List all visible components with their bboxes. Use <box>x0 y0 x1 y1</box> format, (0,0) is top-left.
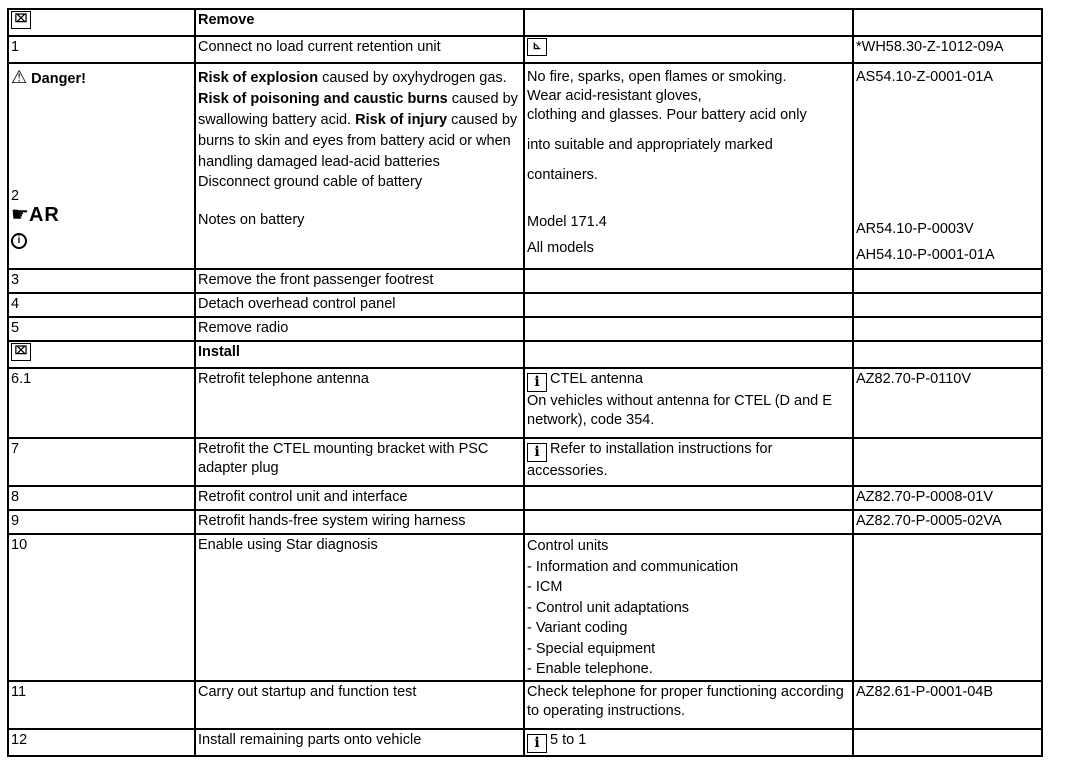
note-line: - Special equipment <box>527 640 656 657</box>
step-number: 7 <box>8 438 195 486</box>
procedure-table <box>7 8 1043 757</box>
hand-pointer-icon: ☛ <box>11 204 29 226</box>
reference-link[interactable]: AZ82.70-P-0008-01V <box>853 486 1042 510</box>
table-row <box>8 368 1042 438</box>
risk-title: Risk of injury <box>355 112 448 128</box>
risk-text: caused by burns to skin and eyes from battery acid or when handling damaged lead-acid batteries <box>198 112 518 170</box>
step-text: Remove radio <box>195 317 524 341</box>
reference-link[interactable]: AZ82.70-P-0005-02VA <box>853 510 1042 534</box>
table-row <box>8 486 1042 510</box>
table-row <box>8 269 1042 293</box>
step-text: Retrofit hands-free system wiring harness <box>195 510 524 534</box>
step-number: 12 <box>8 729 195 756</box>
step-text: Carry out startup and function test <box>195 681 524 729</box>
info-icon: i <box>527 443 547 462</box>
table-row <box>8 293 1042 317</box>
step-number: 1 <box>8 36 195 63</box>
table-row <box>8 317 1042 341</box>
notes-text: Notes on battery <box>198 212 305 228</box>
risk-title: Risk of poisoning and caustic burns <box>198 91 448 107</box>
note-line: - ICM <box>527 579 563 595</box>
step-text: Enable using Star diagnosis <box>195 534 524 681</box>
note-line: - Control unit adaptations <box>527 599 690 616</box>
note-line: containers. <box>527 167 598 183</box>
info-text: On vehicles without antenna for CTEL (D and E network), code 354. <box>527 393 832 428</box>
risk-text: caused by oxyhydrogen gas. <box>322 70 507 86</box>
note-line: - Variant coding <box>527 620 628 636</box>
note-line: into suitable and appropriately marked <box>527 137 773 153</box>
reference-link[interactable]: *WH58.30-Z-1012-09A <box>853 36 1042 63</box>
reference-link[interactable]: AS54.10-Z-0001-01A <box>856 69 994 85</box>
reference-link[interactable]: AH54.10-P-0001-01A <box>856 247 995 263</box>
table-row <box>8 729 1042 756</box>
table-row <box>8 341 1042 368</box>
reference-link[interactable]: AZ82.70-P-0110V <box>853 368 1042 438</box>
step-number: 5 <box>8 317 195 341</box>
risk-text: caused by swallowing battery acid. <box>198 91 518 128</box>
step-text: Retrofit the CTEL mounting bracket with PSC adapter plug <box>195 438 524 486</box>
note-line: - Enable telephone. <box>527 661 653 677</box>
info-text: Refer to installation instructions for accessories. <box>527 441 773 479</box>
reference-link[interactable]: AZ82.61-P-0001-04B <box>853 681 1042 729</box>
info-text: 5 to 1 <box>550 731 587 748</box>
step-number: 4 <box>8 293 195 317</box>
danger-label: Danger! <box>31 71 86 87</box>
table-row <box>8 438 1042 486</box>
step-number: 9 <box>8 510 195 534</box>
step-text: Install remaining parts onto vehicle <box>195 729 524 756</box>
step-text: Connect no load current retention unit <box>195 36 524 63</box>
notes-icon: i <box>11 233 27 249</box>
note-line: Control units <box>527 538 609 554</box>
table-row <box>8 9 1042 36</box>
info-text: CTEL antenna <box>550 371 643 387</box>
section-title: Remove <box>195 9 524 36</box>
table-row <box>8 534 1042 681</box>
risk-title: Risk of explosion <box>198 70 319 86</box>
table-row <box>8 36 1042 63</box>
step-number: 10 <box>8 534 195 681</box>
reference-link[interactable]: AR54.10-P-0003V <box>856 221 974 237</box>
install-icon: ⌧ <box>11 343 31 361</box>
section-title: Install <box>195 341 524 368</box>
step-number: 3 <box>8 269 195 293</box>
note-line: Check telephone for proper functioning according to operating instructions. <box>524 681 853 729</box>
step-text: Retrofit telephone antenna <box>195 368 524 438</box>
note-line: clothing and glasses. Pour battery acid only <box>527 107 807 123</box>
info-icon: i <box>527 734 547 753</box>
note-line: No fire, sparks, open flames or smoking. <box>527 69 787 85</box>
model-text: Model 171.4 <box>527 214 607 230</box>
step-number: 2 <box>11 188 20 204</box>
table-row <box>8 63 1042 269</box>
step-number: 8 <box>8 486 195 510</box>
step-number: 11 <box>8 681 195 729</box>
warning-icon: ⚠ <box>11 67 28 87</box>
step-number: 6.1 <box>8 368 195 438</box>
table-row <box>8 510 1042 534</box>
step-text: Remove the front passenger footrest <box>195 269 524 293</box>
info-icon: i <box>527 373 547 392</box>
note-line: - Information and communication <box>527 558 739 575</box>
step-text: Detach overhead control panel <box>195 293 524 317</box>
note-line: Wear acid-resistant gloves, <box>527 88 702 104</box>
ar-label: AR <box>28 204 60 226</box>
step-text: Disconnect ground cable of battery <box>198 174 423 190</box>
tool-icon: ⊾ <box>527 38 547 56</box>
model-text: All models <box>527 240 594 256</box>
table-row <box>8 681 1042 729</box>
step-text: Retrofit control unit and interface <box>195 486 524 510</box>
remove-icon: ⌧ <box>11 11 31 29</box>
